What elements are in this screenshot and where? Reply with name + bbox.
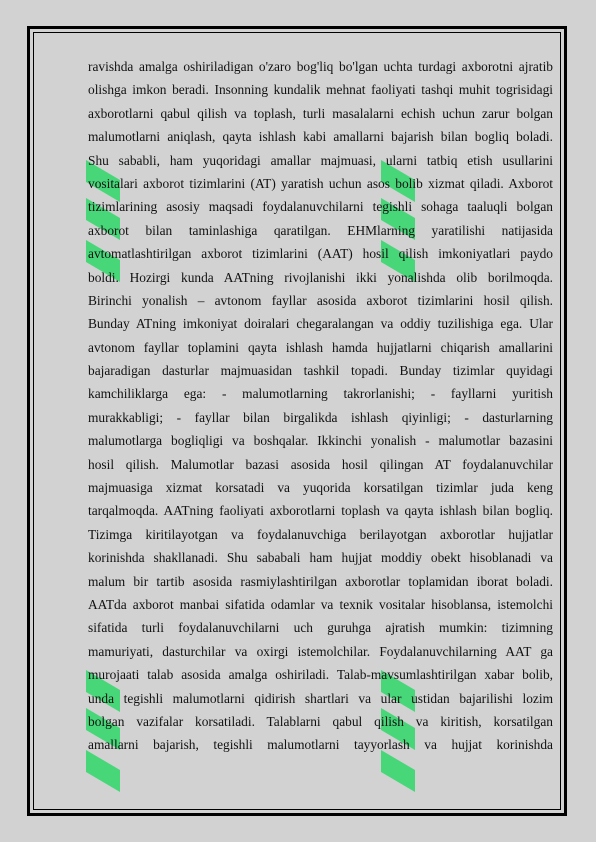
text-line: Shu sababli, ham yuqoridagi amallar majmuasi, ularni tatbiq etish usullarini xyxy=(88,152,553,168)
text-line: avtonom fayllar toplamini qayta ishlash hamda hujjatlarni chiqarish amallarini xyxy=(88,339,553,355)
text-line: bolgan vazifalar korsatiladi. Talablarni qabul qilish va kiritish, korsatilgan xyxy=(88,713,553,729)
text-line: malumotlarga bogliqligi va boshqalar. Ikkinchi yonalish - malumotlar bazasini xyxy=(88,433,553,449)
text-line: murojaati talab asosida amalga oshiriladi. Talab-mavsumlashtirilgan xabar bolib, xyxy=(88,667,553,683)
text-line: kamchiliklarga ega: - malumotlarning takrorlanishi; - fayllarni yuritish xyxy=(88,386,553,402)
text-line: axborotlarni qabul qilish va toplash, turli masalalarni echish uchun zarur bolgan xyxy=(88,105,553,121)
text-line: unda tegishli malumotlarni qidirish shartlari va ular ustidan bajarilishi lozim xyxy=(88,690,553,706)
text-line: tizimlarining asosiy maqsadi foydalanuvchilarni tegishli sohaga taaluqli bolgan xyxy=(88,199,553,215)
text-line: AATda axborot manbai sifatida odamlar va texnik vositalar hisoblansa, istemolchi xyxy=(88,596,553,612)
text-line: bajaradigan dasturlar majmuasidan tashkil topadi. Bunday tizimlar quyidagi xyxy=(88,363,553,379)
text-line: malum bir tartib asosida rasmiylashtirilgan axborotlar toplamidan iborat boladi. xyxy=(88,573,553,589)
text-line: korinishda shakllanadi. Shu sababali ham hujjat moddiy obekt hisoblanadi va xyxy=(88,550,553,566)
text-line: avtomatlashtirilgan axborot tizimlarini (AAT) hosil qilish imkoniyatlari paydo xyxy=(88,246,553,262)
text-line: hosil qilish. Malumotlar bazasi asosida hosil qilingan AT foydalanuvchilar xyxy=(88,456,553,472)
text-line: ravishda amalga oshiriladigan o'zaro bog'liq bo'lgan uchta turdagi axborotni ajratib xyxy=(88,59,553,74)
text-line: sifatida turli foydalanuvchilarni uch guruhga ajratish mumkin: tizimning xyxy=(88,620,553,636)
text-line: vositalari axborot tizimlarini (AT) yaratish uchun asos bolib xizmat qiladi. Axborot xyxy=(88,175,553,191)
text-line: amallarni bajarish, tegishli malumotlarni tayyorlash va hujjat korinishda xyxy=(88,737,553,753)
text-line: mamuriyati, dasturchilar va oxirgi istemolchilar. Foydalanuvchilarning AAT ga xyxy=(88,643,553,659)
text-line: olishga imkon beradi. Insonning kundalik mehnat faoliyati tashqi muhit togrisidagi xyxy=(88,82,553,98)
text-line: malumotlarni aniqlash, qayta ishlash kabi amallarni bajarish bilan bogliq boladi. xyxy=(88,129,553,145)
text-line: Bunday ATning imkoniyat doiralari chegaralangan va oddiy tuzilishiga ega. Ular xyxy=(88,316,553,332)
text-line: majmuasiga xizmat korsatadi va yuqorida korsatilgan tizimlar juda keng xyxy=(88,480,553,496)
text-line: Birinchi yonalish – avtonom fayllar asosida axborot tizimlarini hosil qilish. xyxy=(88,292,553,308)
text-line: tarqalmoqda. AATning faoliyati axborotlarni toplash va qayta ishlash bilan bogliq. xyxy=(88,503,553,519)
text-line: Tizimga kiritilayotgan va foydalanuvchiga berilayotgan axborotlar hujjatlar xyxy=(88,526,553,542)
text-line: axborot bilan taminlashiga qaratilgan. EHMlarning yaratilishi natijasida xyxy=(88,222,553,238)
document-body xyxy=(88,55,553,757)
text-line: boldi. Hozirgi kunda AATning rivojlanishi ikki yonalishda olib borilmoqda. xyxy=(88,269,553,285)
text-line: murakkabligi; - fayllar bilan birgalikda ishlash qiyinligi; - dasturlarning xyxy=(88,409,553,425)
